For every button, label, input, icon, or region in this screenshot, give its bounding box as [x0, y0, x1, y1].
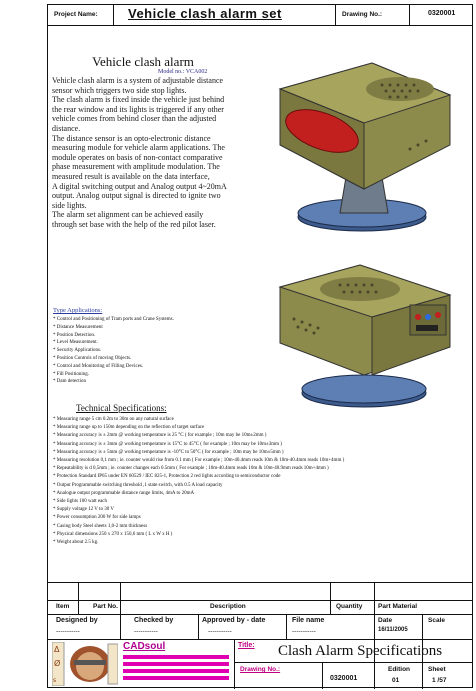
logo-bar: [123, 655, 229, 659]
grid-line: [234, 639, 235, 689]
paragraph: Vehicle clash alarm is a system of adjustable distance sensor which triggers two side stop lights.: [52, 76, 224, 95]
product-image-bottom: [260, 257, 460, 412]
list-item: * Analogue output programmable distance range limits, 4mA to 20mA: [53, 490, 195, 496]
grid-line: [286, 614, 287, 639]
company-logo-image: [52, 642, 118, 686]
sheet-value: 1 /57: [432, 677, 447, 684]
title-block-rule: [48, 614, 472, 615]
company-name: CADsoul: [123, 641, 166, 652]
tech-specs-list: [53, 416, 467, 547]
header-bar: [48, 5, 472, 26]
grid-line: [322, 662, 323, 689]
checked-by-label: Checked by: [134, 617, 174, 624]
grid-line: [120, 582, 121, 639]
svg-text:s: s: [53, 677, 57, 684]
paragraph: The clash alarm is fixed inside the vehicle just behind the rear window and its lights is triggered if any other vehicle comes from behind closer than the adjusted distance.: [52, 95, 225, 133]
list-item: * Security Applications.: [53, 348, 102, 354]
drawing-no: 0320001: [428, 10, 456, 17]
project-name: Vehicle clash alarm set: [128, 6, 282, 21]
edition-label: Edition: [388, 666, 411, 673]
tech-specs-title: Technical Specifications:: [76, 403, 167, 413]
paragraph: A digital switching output and Analog output 4~20mA output. Analog output signal is directed to ignite two side lights.: [52, 181, 227, 210]
drawing-no-label: Drawing No.:: [240, 666, 281, 673]
title-block-top-rule: [48, 582, 472, 583]
drawing-sheet: [47, 4, 473, 688]
list-item: * Power consumption 200 W for side lamps: [53, 515, 141, 521]
title-value: Clash Alarm Specifications: [278, 643, 443, 659]
svg-text:Ø: Ø: [54, 659, 61, 668]
description-text: [52, 76, 228, 230]
list-item: * Distance Measurement: [53, 324, 103, 330]
list-item: * Position Detection.: [53, 332, 96, 338]
designed-by-label: Designed by: [56, 617, 98, 624]
logo-bar: [123, 662, 229, 666]
description-label: Description: [210, 603, 246, 610]
grid-line: [78, 582, 79, 614]
title-label: Title:: [238, 642, 255, 649]
list-item: * Measuring range up to 150m depending on the reflection of target surface: [53, 425, 205, 431]
list-item: * Fill Positioning.: [53, 371, 89, 377]
product-image-top: [260, 49, 460, 239]
project-name-cell: [114, 5, 336, 25]
drawing-no-value: 0320001: [330, 675, 358, 682]
list-item: * Control and Monitoring of Filling Devices.: [53, 363, 144, 369]
project-label: Project Name:: [54, 11, 98, 18]
list-item: * Measuring accuracy is ± 5mm @ working temperature is -10°C to 50°C ( for example ; 10m may be 10m±5mm ): [53, 449, 284, 455]
logo-bar: [123, 676, 229, 680]
file-name-value: -----------: [292, 628, 316, 635]
paragraph: The alarm set alignment can be achieved easily through set base with the help of the red pilot laser.: [52, 210, 216, 229]
drawing-label-cell: [336, 5, 410, 25]
approved-by-value: -----------: [208, 628, 232, 635]
title-block-rule: [48, 639, 472, 640]
list-item: * Side lights 100 watt each: [53, 499, 108, 505]
list-item: * Measuring accuracy is ± 3mm @ working temperature is 15°C to 45°C ( for example ; 10m may be 10m±3mm ): [53, 441, 282, 447]
quantity-label: Quantity: [336, 603, 363, 610]
title-block-rule: [234, 662, 472, 663]
list-item: * Measuring resolution 0,1 mm ; ie. counter would rise from 0.1 mm ( For example ; 10m-40.4mm reads 10m & 10m-40.4mm reads 10m+4mm ): [53, 458, 345, 464]
list-item: * Casing body Steel sheets 1,0-2 mm thickness: [53, 523, 148, 529]
list-item: * Protection Standard IP65 under EN 60529 / IEC 825-1, Protection 2 red lights according to semiconductor code: [53, 474, 281, 480]
list-item: * Weight about 2.5 kg.: [53, 540, 99, 546]
date-label: Date: [378, 617, 393, 624]
model-number: Model no.: VCA002: [158, 69, 208, 75]
project-label-cell: [48, 5, 114, 25]
paragraph: The distance sensor is an opto-electronic distance measuring module for vehicle alarm applications. The module operates on basis of non-contact comparative phase measurement with amplitude modulation. The measured result is available on the data interface,: [52, 133, 225, 181]
list-item: * Control and Positioning of Tram ports and Crane Systems.: [53, 317, 174, 322]
item-label: Item: [56, 603, 70, 610]
part-material-label: Part Material: [378, 603, 418, 610]
designed-by-value: -----------: [56, 628, 80, 635]
edition-value: 01: [392, 677, 400, 684]
list-item: * Repeatability is d 0,5mm ; ie. counter changes each 0.5mm ( For example ; 10m-40.4mm reads 10m & 10m-40.9mm reads 10m+4mm ): [53, 466, 329, 472]
list-item: * Supply voltage 12 V to 30 V: [53, 507, 114, 513]
title-block-rule: [48, 600, 472, 601]
grid-line: [330, 582, 331, 614]
list-item: * Position Controls of moving Objects.: [53, 355, 132, 361]
approved-by-label: Approved by - date: [202, 617, 266, 624]
scale-label: Scale: [428, 617, 445, 624]
grid-line: [198, 614, 199, 639]
list-item: * Measuring range 5 cm 0.2m to 30m on any natural surface: [53, 417, 174, 422]
applications-title: Type Applications:: [53, 307, 103, 314]
date-value: 16/11/2005: [378, 627, 408, 633]
sheet-label: Sheet: [428, 666, 446, 673]
logo-bar: [123, 669, 229, 673]
list-item: * Dam detection: [53, 379, 87, 385]
list-item: * Physical dimensions 250 x 270 x 150,6 mm ( L x W x H ): [53, 531, 173, 537]
applications-list: [53, 316, 174, 386]
drawing-label: Drawing No.:: [342, 11, 383, 18]
file-name-label: File name: [292, 617, 325, 624]
grid-line: [374, 582, 375, 689]
checked-by-value: -----------: [134, 628, 158, 635]
list-item: * Measuring accuracy is ± 2mm @ working temperature is 25 °C ( for example ; 10m may be 10m±2mm ): [53, 433, 267, 439]
svg-text:Δ: Δ: [54, 645, 60, 654]
document-title: Vehicle clash alarm: [92, 54, 194, 69]
list-item: * Level Measurement.: [53, 340, 98, 346]
drawing-no-cell: [410, 5, 472, 25]
part-no-label: Part No.: [93, 603, 118, 610]
list-item: * Output Programmable switching threshold ,1 state switch, with 0.5 A load capacity: [53, 482, 223, 488]
